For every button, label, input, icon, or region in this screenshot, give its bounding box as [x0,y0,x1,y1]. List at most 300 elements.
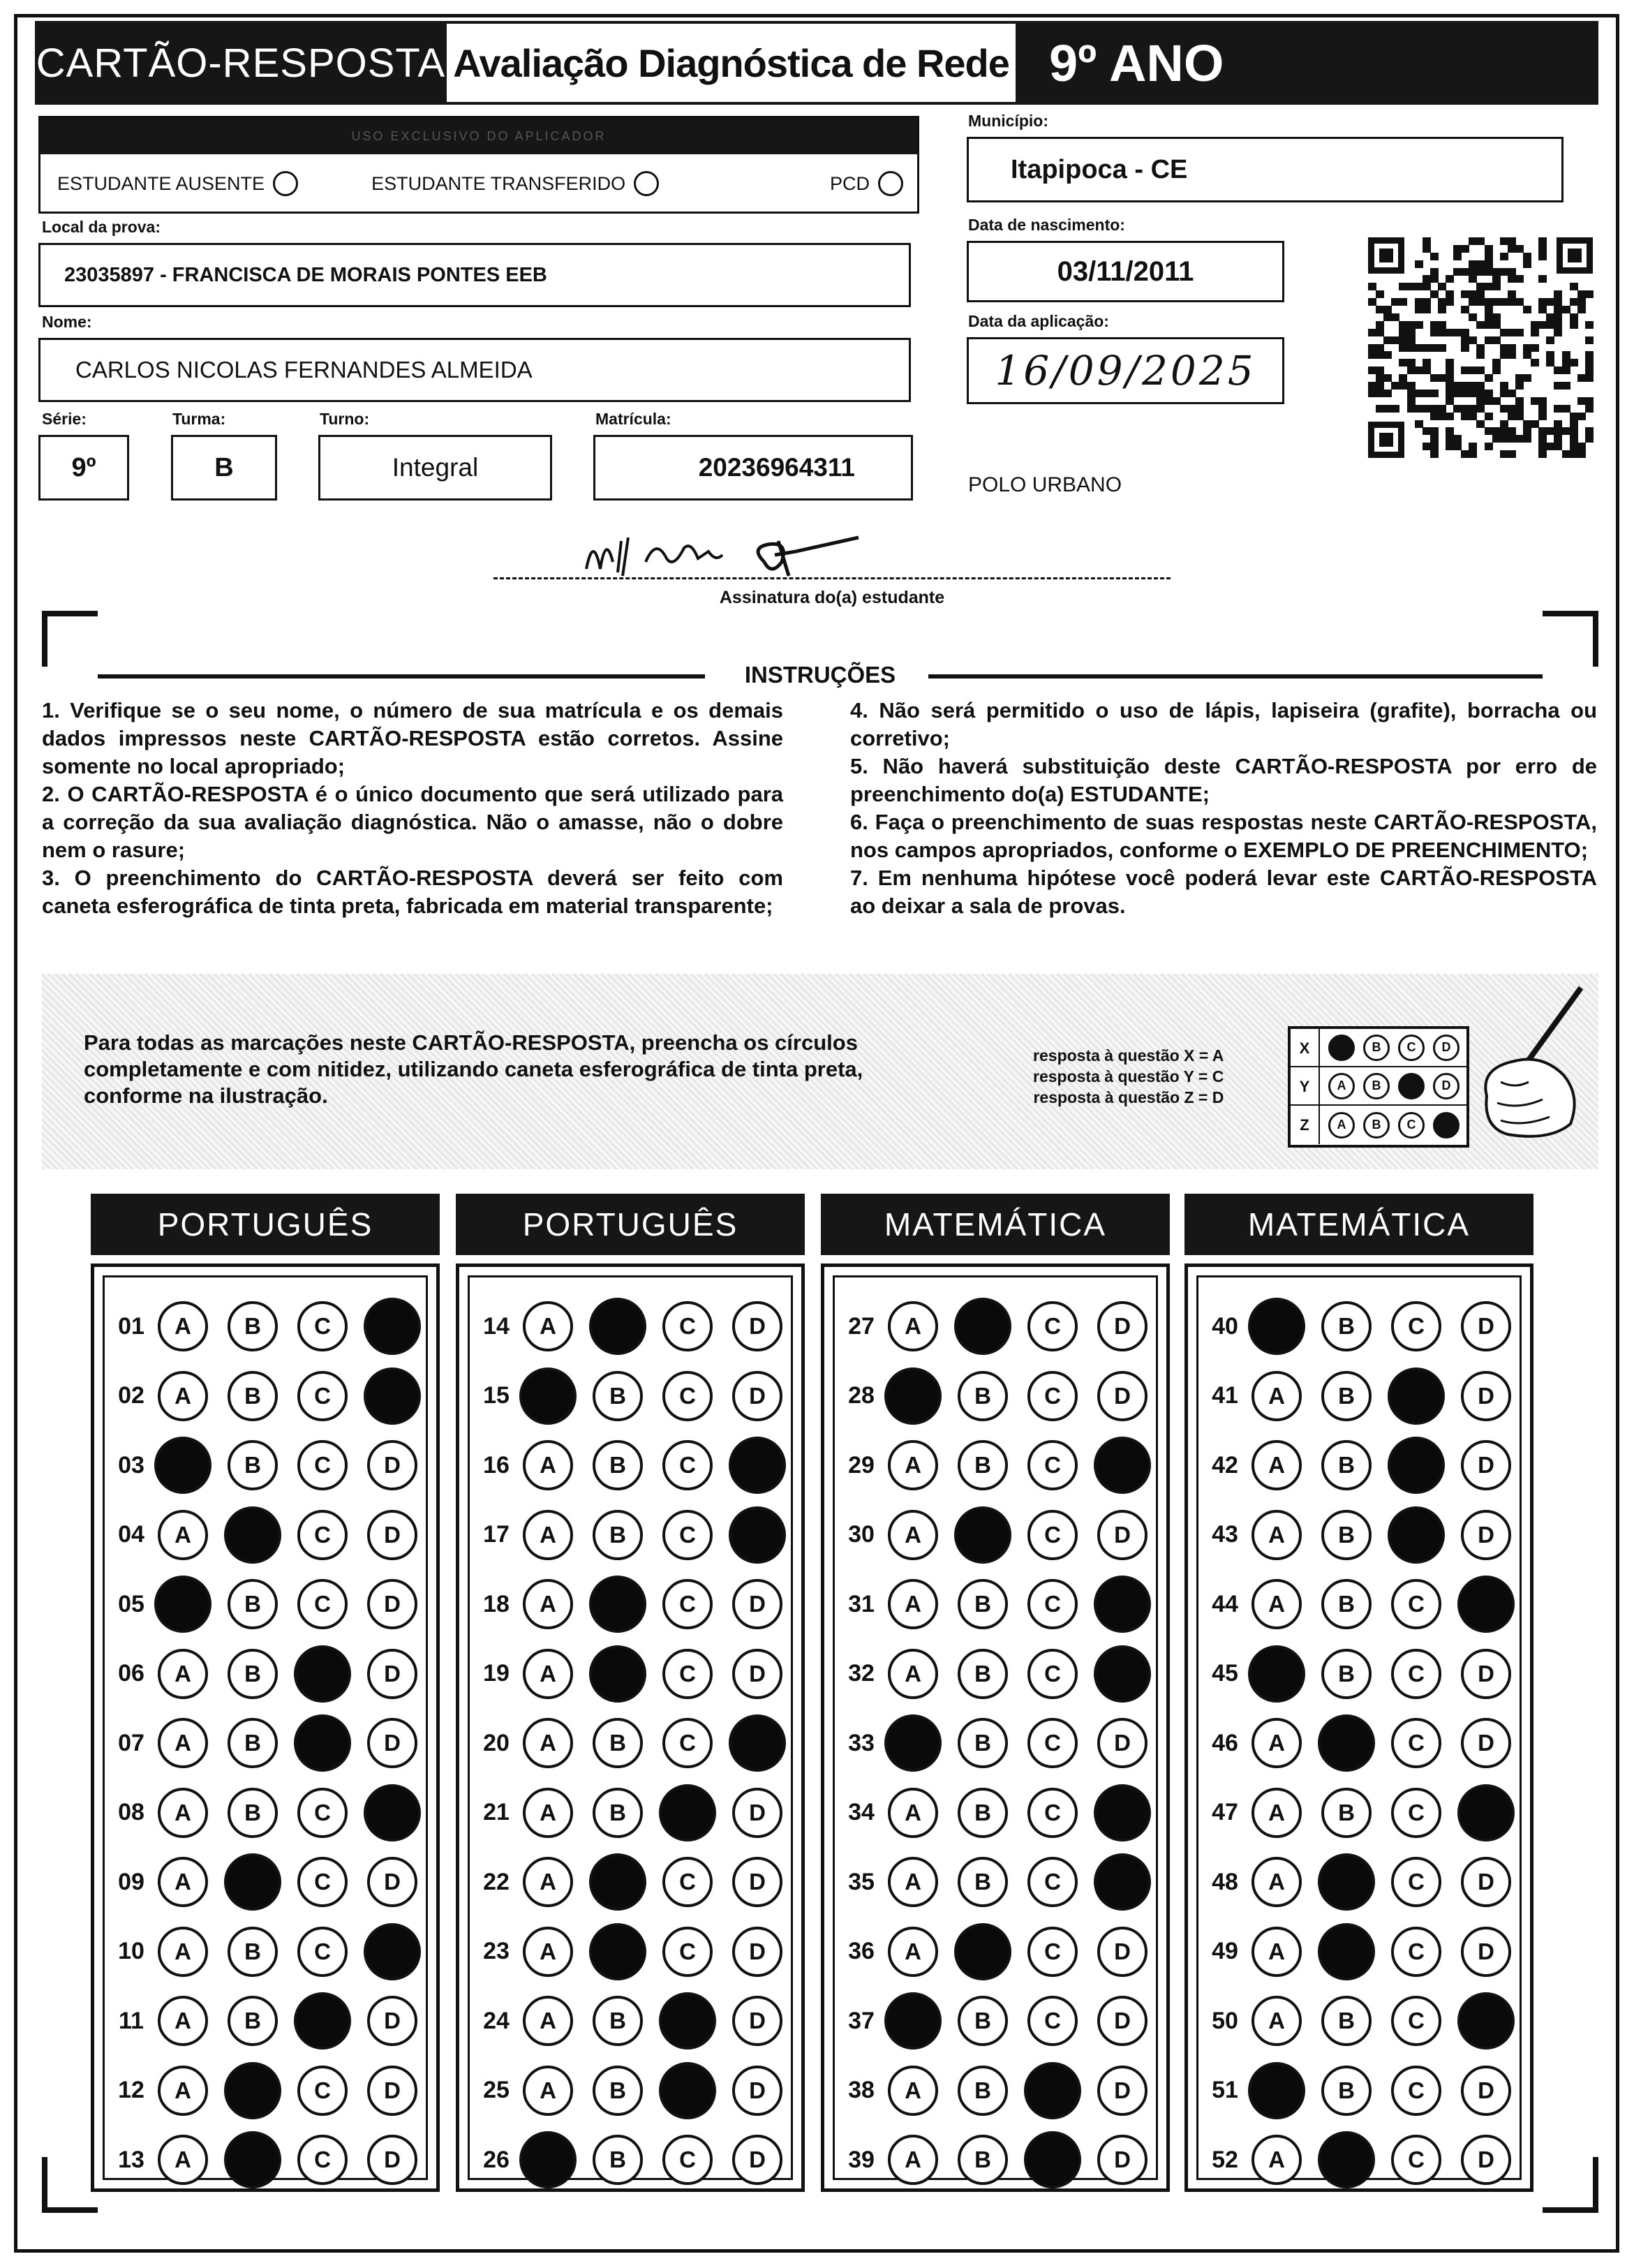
answer-bubble-b[interactable]: B [1321,2066,1372,2116]
qr-module [1438,306,1446,313]
section-header: MATEMÁTICA [821,1194,1170,1255]
answer-bubble-c[interactable]: C [1391,1996,1441,2046]
answer-bubble-c[interactable]: C [1391,1718,1441,1768]
answer-bubble-b[interactable] [1318,1714,1375,1772]
answer-column-inner [833,1275,1158,2180]
qr-module [1492,366,1501,374]
answer-bubble-a[interactable]: A [523,1718,573,1768]
answer-bubble-d[interactable]: D [367,1857,417,1907]
answer-bubble-c[interactable]: C [1391,1301,1441,1351]
answer-bubble-a[interactable] [519,2131,577,2188]
question-row [470,1989,802,2052]
answer-bubble-c[interactable] [1024,2131,1081,2188]
answer-bubble-a[interactable]: A [158,2135,208,2185]
answer-bubble-b[interactable]: B [958,1579,1008,1629]
question-number: 04 [118,1521,144,1548]
qr-module [1430,443,1439,450]
pcd-checkbox[interactable] [878,171,903,196]
qr-module [1423,306,1431,313]
answer-bubble-a[interactable]: A [1252,1927,1302,1977]
answer-bubble-d[interactable]: D [1461,1371,1511,1421]
answer-bubble-b[interactable]: B [958,1788,1008,1838]
question-number: 35 [848,1868,875,1895]
answer-bubble-a[interactable]: A [1252,2135,1302,2185]
qr-module [1469,450,1477,458]
qr-module [1438,344,1446,352]
question-number: 27 [848,1312,875,1340]
answer-bubble-b[interactable]: B [593,1718,643,1768]
answer-bubble-b[interactable]: B [1321,1301,1372,1351]
answer-bubble-a[interactable]: A [158,1996,208,2046]
answer-bubble-a[interactable]: A [523,1301,573,1351]
answer-bubble-a[interactable]: A [523,1788,573,1838]
question-row [470,1712,802,1774]
answer-bubble-b[interactable]: B [228,1649,278,1699]
turno-field [318,435,552,501]
answer-bubble-c[interactable]: C [1391,2066,1441,2116]
answer-bubble-c[interactable] [1388,1506,1445,1564]
answer-bubble-d[interactable]: D [732,2066,782,2116]
qr-module [1453,435,1462,443]
answer-bubble-d[interactable]: D [1097,1510,1147,1560]
applicator-box [38,116,919,214]
qr-module [1446,275,1454,283]
answer-bubble-c[interactable]: C [662,1718,713,1768]
answer-bubble-d[interactable]: D [1461,1440,1511,1490]
qr-module [1570,420,1578,428]
answer-bubble-b[interactable]: B [593,1510,643,1560]
answer-bubble-c[interactable]: C [1027,1579,1078,1629]
answer-bubble-a[interactable]: A [888,1579,938,1629]
answer-bubble-c[interactable]: C [297,1301,348,1351]
answer-bubble-d[interactable]: D [732,1579,782,1629]
answer-bubble-c[interactable]: C [297,1371,348,1421]
answer-bubble-d[interactable] [1094,1437,1151,1494]
answer-bubble-b[interactable] [954,1506,1011,1564]
qr-module [1476,366,1485,374]
matricula-field [593,435,913,501]
qr-module [1476,420,1485,428]
answer-bubble-a[interactable]: A [158,2066,208,2116]
answer-bubble-d[interactable]: D [367,1510,417,1560]
answer-bubble-d[interactable]: D [1097,1301,1147,1351]
corner-mark-bl [42,2157,98,2213]
absent-checkbox[interactable] [273,171,298,196]
qr-module [1430,290,1439,298]
answer-bubble-b[interactable]: B [593,1996,643,2046]
qr-module [1508,237,1516,245]
question-row [105,1712,437,1774]
instruction-item: 6. Faça o preenchimento de suas respostas neste CARTÃO-RESPOSTA, nos campos apropriados, conforme o EXEMPLO DE PREENCHIMENTO; [850,810,1597,862]
answer-bubble-a[interactable] [884,1714,942,1772]
answer-bubble-d[interactable] [1094,1784,1151,1841]
question-row [105,2059,437,2122]
answer-bubble-a[interactable]: A [523,1649,573,1699]
answer-bubble-b[interactable]: B [228,1788,278,1838]
qr-module [1508,450,1516,458]
answer-bubble-c[interactable] [1388,1437,1445,1494]
answer-bubble-d[interactable]: D [367,1649,417,1699]
qr-module [1508,390,1516,397]
answer-bubble-d[interactable] [1094,1576,1151,1633]
answer-bubble-d[interactable] [364,1368,421,1425]
answer-bubble-a[interactable] [884,1368,942,1425]
answer-bubble-a[interactable] [1248,1645,1305,1703]
answer-bubble-c[interactable]: C [297,1440,348,1490]
legend-line: resposta à questão Z = D [1033,1088,1224,1106]
qr-module [1585,427,1594,435]
answer-bubble-d[interactable]: D [1097,2135,1147,2185]
answer-bubble-c[interactable] [659,2062,716,2119]
answer-bubble-d[interactable]: D [1461,1718,1511,1768]
answer-bubble-a[interactable] [1248,2062,1305,2119]
answer-bubble-a[interactable]: A [1252,1788,1302,1838]
answer-bubble-c[interactable]: C [1391,1927,1441,1977]
qr-module [1546,336,1554,344]
answer-bubble-d[interactable]: D [1461,1510,1511,1560]
answer-bubble-a[interactable] [884,1992,942,2050]
answer-bubble-b[interactable]: B [228,1927,278,1977]
answer-bubble-d[interactable]: D [1097,1927,1147,1977]
answer-bubble-c[interactable] [1024,2062,1081,2119]
answer-bubble-d[interactable]: D [732,2135,782,2185]
answer-bubble-c[interactable]: C [1027,1857,1078,1907]
answer-bubble-c[interactable]: C [1027,1649,1078,1699]
answer-bubble-a[interactable]: A [158,1788,208,1838]
answer-bubble-a[interactable]: A [888,1857,938,1907]
answer-bubble-c[interactable]: C [297,1510,348,1560]
answer-bubble-b[interactable]: B [958,1440,1008,1490]
answer-bubble-b[interactable] [589,1853,646,1911]
answer-bubble-d[interactable]: D [1097,1371,1147,1421]
answer-column [91,1263,440,2192]
answer-bubble-d[interactable] [1457,1992,1515,2050]
answer-bubble-b[interactable]: B [958,1857,1008,1907]
question-number: 47 [1212,1799,1238,1825]
answer-bubble-c[interactable]: C [1027,1510,1078,1560]
answer-bubble-a[interactable]: A [888,1440,938,1490]
answer-bubble-c[interactable]: C [662,1440,713,1490]
answer-bubble-c[interactable] [294,1645,351,1703]
answer-bubble-c[interactable]: C [1391,1649,1441,1699]
answer-bubble-c[interactable]: C [1027,1996,1078,2046]
answer-bubble-a[interactable]: A [888,2135,938,2185]
answer-bubble-c[interactable]: C [297,1857,348,1907]
question-number: 33 [848,1729,875,1756]
qr-module [1469,313,1477,321]
answer-bubble-b[interactable] [224,1853,281,1911]
answer-bubble-d[interactable]: D [1461,1927,1511,1977]
answer-bubble-b[interactable]: B [228,1440,278,1490]
answer-bubble-a[interactable] [154,1576,211,1633]
answer-bubble-b[interactable]: B [1321,1371,1372,1421]
answer-bubble-b[interactable]: B [228,1371,278,1421]
answer-bubble-d[interactable]: D [367,1718,417,1768]
exam-title: Avaliação Diagnóstica de Rede [447,21,1016,105]
example-bubble: D [1433,1035,1460,1061]
answer-bubble-a[interactable]: A [158,1649,208,1699]
question-row [1198,2128,1531,2191]
answer-bubble-c[interactable]: C [1391,2135,1441,2185]
question-row [105,1295,437,1358]
answer-bubble-d[interactable] [1457,1784,1515,1841]
answer-bubble-b[interactable] [589,1576,646,1633]
answer-bubble-d[interactable]: D [1461,1301,1511,1351]
qr-module [1508,427,1516,435]
answer-bubble-a[interactable]: A [888,1510,938,1560]
answer-bubble-c[interactable]: C [662,2135,713,2185]
question-row [1198,1295,1531,1358]
answer-bubble-d[interactable] [364,1298,421,1355]
qr-module [1492,283,1501,290]
answer-bubble-b[interactable]: B [593,2066,643,2116]
answer-bubble-c[interactable]: C [297,1927,348,1977]
answer-bubble-b[interactable]: B [958,1649,1008,1699]
answer-bubble-d[interactable]: D [367,1579,417,1629]
answer-bubble-a[interactable]: A [1252,1371,1302,1421]
answer-bubble-d[interactable]: D [732,1301,782,1351]
answer-bubble-a[interactable] [1248,1298,1305,1355]
example-question-label: X [1291,1029,1320,1066]
qr-module [1407,336,1416,344]
answer-bubble-d[interactable]: D [1461,1857,1511,1907]
answer-bubble-b[interactable]: B [1321,1440,1372,1490]
answer-bubble-b[interactable]: B [1321,1579,1372,1629]
answer-bubble-d[interactable]: D [732,1857,782,1907]
instructions-right [850,697,1597,920]
answer-bubble-d[interactable] [1094,1853,1151,1911]
answer-bubble-d[interactable]: D [367,2135,417,2185]
answer-bubble-d[interactable]: D [1097,2066,1147,2116]
answer-bubble-a[interactable]: A [158,1301,208,1351]
instruction-item: 5. Não haverá substituição deste CARTÃO-RESPOSTA por erro de preenchimento do(a) ESTUDANTE; [850,754,1597,806]
answer-bubble-c[interactable] [659,1784,716,1841]
answer-bubble-d[interactable] [364,1923,421,1980]
answer-bubble-c[interactable]: C [1391,1788,1441,1838]
answer-bubble-a[interactable]: A [1252,1996,1302,2046]
qr-module [1430,390,1439,397]
question-number: 16 [483,1451,510,1478]
qr-module [1515,413,1524,420]
answer-bubble-a[interactable]: A [158,1857,208,1907]
answer-bubble-a[interactable]: A [158,1927,208,1977]
answer-bubble-d[interactable]: D [1461,2066,1511,2116]
answer-bubble-b[interactable]: B [228,1579,278,1629]
answer-bubble-b[interactable] [1318,1923,1375,1980]
answer-bubble-c[interactable]: C [662,1649,713,1699]
answer-column-inner [103,1275,428,2180]
question-number: 37 [848,2007,875,2034]
answer-bubble-c[interactable] [659,1992,716,2050]
answer-bubble-a[interactable]: A [523,1996,573,2046]
qr-module [1423,359,1431,366]
example-bubble: A [1328,1073,1355,1099]
qr-module [1430,435,1439,443]
question-number: 43 [1212,1521,1238,1548]
answer-bubble-d[interactable]: D [1461,1649,1511,1699]
question-row [470,1781,802,1844]
answer-bubble-b[interactable] [224,2062,281,2119]
answer-bubble-c[interactable]: C [1391,1857,1441,1907]
answer-bubble-a[interactable]: A [1252,1857,1302,1907]
fill-example-message: Para todas as marcações neste CARTÃO-RESPOSTA, preencha os círculos completamente e com nitidez, utilizando caneta esferográfica de tinta preta, conforme na ilustração. [84,1030,863,1108]
example-bubble: C [1398,1035,1425,1061]
answer-bubble-d[interactable]: D [1097,1996,1147,2046]
instructions-title: INSTRUÇÕES [744,662,896,688]
answer-bubble-c[interactable]: C [1027,1440,1078,1490]
qr-module [1508,351,1516,359]
answer-bubble-b[interactable] [589,1298,646,1355]
answer-bubble-d[interactable]: D [732,1649,782,1699]
answer-bubble-a[interactable]: A [1252,1579,1302,1629]
answer-bubble-b[interactable] [589,1923,646,1980]
section-header: PORTUGUÊS [91,1194,440,1255]
answer-bubble-a[interactable]: A [158,1371,208,1421]
card-title: CARTÃO-RESPOSTA [35,21,447,105]
answer-bubble-c[interactable]: C [1027,1718,1078,1768]
answer-bubble-c[interactable]: C [297,2066,348,2116]
answer-bubble-b[interactable]: B [1321,1649,1372,1699]
answer-bubble-d[interactable] [729,1437,786,1494]
answer-bubble-b[interactable]: B [593,2135,643,2185]
qr-module [1585,374,1594,382]
qr-module [1515,329,1524,336]
answer-bubble-a[interactable]: A [888,1649,938,1699]
answer-bubble-a[interactable] [154,1437,211,1494]
answer-bubble-a[interactable]: A [523,2066,573,2116]
answer-bubble-b[interactable] [589,1645,646,1703]
answer-bubble-c[interactable]: C [662,1857,713,1907]
qr-module [1554,298,1562,306]
answer-bubble-c[interactable]: C [662,1371,713,1421]
answer-bubble-b[interactable]: B [958,2066,1008,2116]
qr-module [1446,427,1454,435]
answer-bubble-d[interactable]: D [1461,2135,1511,2185]
answer-bubble-b[interactable]: B [1321,1510,1372,1560]
qr-module [1492,275,1501,283]
answer-bubble-a[interactable]: A [888,1301,938,1351]
answer-bubble-c[interactable]: C [297,1788,348,1838]
answer-bubble-c[interactable]: C [662,1510,713,1560]
answer-bubble-d[interactable]: D [367,2066,417,2116]
qr-module [1423,245,1431,253]
answer-bubble-a[interactable]: A [888,1788,938,1838]
answer-bubble-d[interactable]: D [732,1788,782,1838]
answer-bubble-a[interactable]: A [158,1718,208,1768]
answer-bubble-d[interactable] [364,1784,421,1841]
answer-bubble-b[interactable] [1318,1853,1375,1911]
answer-bubble-b[interactable]: B [228,1718,278,1768]
answer-bubble-b[interactable]: B [228,1996,278,2046]
answer-bubble-a[interactable]: A [1252,1510,1302,1560]
answer-bubble-a[interactable]: A [523,1579,573,1629]
signature-label: Assinatura do(a) estudante [719,588,945,607]
matricula-label: Matrícula: [595,410,671,428]
answer-bubble-d[interactable]: D [732,1996,782,2046]
question-row [835,2128,1167,2191]
answer-bubble-a[interactable]: A [523,1440,573,1490]
answer-bubble-d[interactable] [1094,1645,1151,1703]
answer-bubble-b[interactable] [224,1506,281,1564]
answer-bubble-c[interactable] [294,1992,351,2050]
answer-bubble-c[interactable]: C [297,2135,348,2185]
answer-column [1184,1263,1533,2192]
example-bubble: D [1433,1073,1460,1099]
transferred-checkbox[interactable] [634,171,659,196]
qr-module [1554,290,1562,298]
answer-bubble-c[interactable]: C [1027,1927,1078,1977]
answer-bubble-c[interactable]: C [1391,1579,1441,1629]
example-bubble: B [1363,1073,1390,1099]
answer-bubble-d[interactable]: D [732,1927,782,1977]
answer-bubble-a[interactable]: A [1252,1440,1302,1490]
qr-module [1523,306,1531,313]
question-number: 30 [848,1521,875,1548]
answer-bubble-a[interactable]: A [523,1927,573,1977]
answer-bubble-a[interactable]: A [523,1857,573,1907]
answer-bubble-c[interactable] [1388,1368,1445,1425]
answer-bubble-c[interactable]: C [1027,1301,1078,1351]
answer-bubble-c[interactable] [294,1714,351,1772]
instruction-item: 1. Verifique se o seu nome, o número de sua matrícula e os demais dados impressos neste CARTÃO-RESPOSTA estão corretos. Assine somente no local apropriado; [42,698,783,778]
answer-bubble-a[interactable]: A [888,2066,938,2116]
answer-bubble-d[interactable]: D [367,1996,417,2046]
answer-bubble-b[interactable]: B [958,1996,1008,2046]
answer-bubble-a[interactable]: A [158,1510,208,1560]
answer-bubble-b[interactable] [954,1298,1011,1355]
answer-bubble-a[interactable]: A [888,1927,938,1977]
answer-bubble-c[interactable]: C [662,1579,713,1629]
answer-bubble-d[interactable]: D [732,1371,782,1421]
answer-bubble-c[interactable]: C [1027,1371,1078,1421]
answer-bubble-b[interactable]: B [958,1371,1008,1421]
answer-bubble-b[interactable] [954,1923,1011,1980]
qr-module [1515,275,1524,283]
answer-bubble-b[interactable]: B [593,1440,643,1490]
qr-module [1570,435,1578,443]
answer-bubble-c[interactable]: C [1027,1788,1078,1838]
qr-module [1546,359,1554,366]
answer-bubble-d[interactable] [729,1714,786,1772]
answer-bubble-b[interactable]: B [1321,1996,1372,2046]
question-row [835,1504,1167,1566]
qr-module [1492,321,1501,329]
answer-bubble-c[interactable]: C [662,1301,713,1351]
qr-module [1538,435,1547,443]
answer-bubble-b[interactable] [1318,2131,1375,2188]
qr-module [1538,413,1547,420]
answer-bubble-a[interactable]: A [1252,1718,1302,1768]
answer-bubble-d[interactable]: D [1097,1718,1147,1768]
answer-bubble-a[interactable] [519,1368,577,1425]
answer-bubble-d[interactable] [729,1506,786,1564]
answer-bubble-b[interactable]: B [593,1788,643,1838]
qr-module [1554,443,1562,450]
answer-bubble-c[interactable]: C [297,1579,348,1629]
qr-module [1415,321,1423,329]
answer-bubble-b[interactable]: B [228,1301,278,1351]
answer-bubble-d[interactable] [1457,1576,1515,1633]
answer-bubble-b[interactable]: B [593,1371,643,1421]
answer-bubble-a[interactable]: A [523,1510,573,1560]
answer-bubble-b[interactable]: B [958,1718,1008,1768]
answer-bubble-d[interactable]: D [367,1440,417,1490]
answer-bubble-c[interactable]: C [662,1927,713,1977]
answer-bubble-b[interactable]: B [958,2135,1008,2185]
instructions-header [98,662,1543,690]
answer-bubble-b[interactable] [224,2131,281,2188]
answer-bubble-b[interactable]: B [1321,1788,1372,1838]
